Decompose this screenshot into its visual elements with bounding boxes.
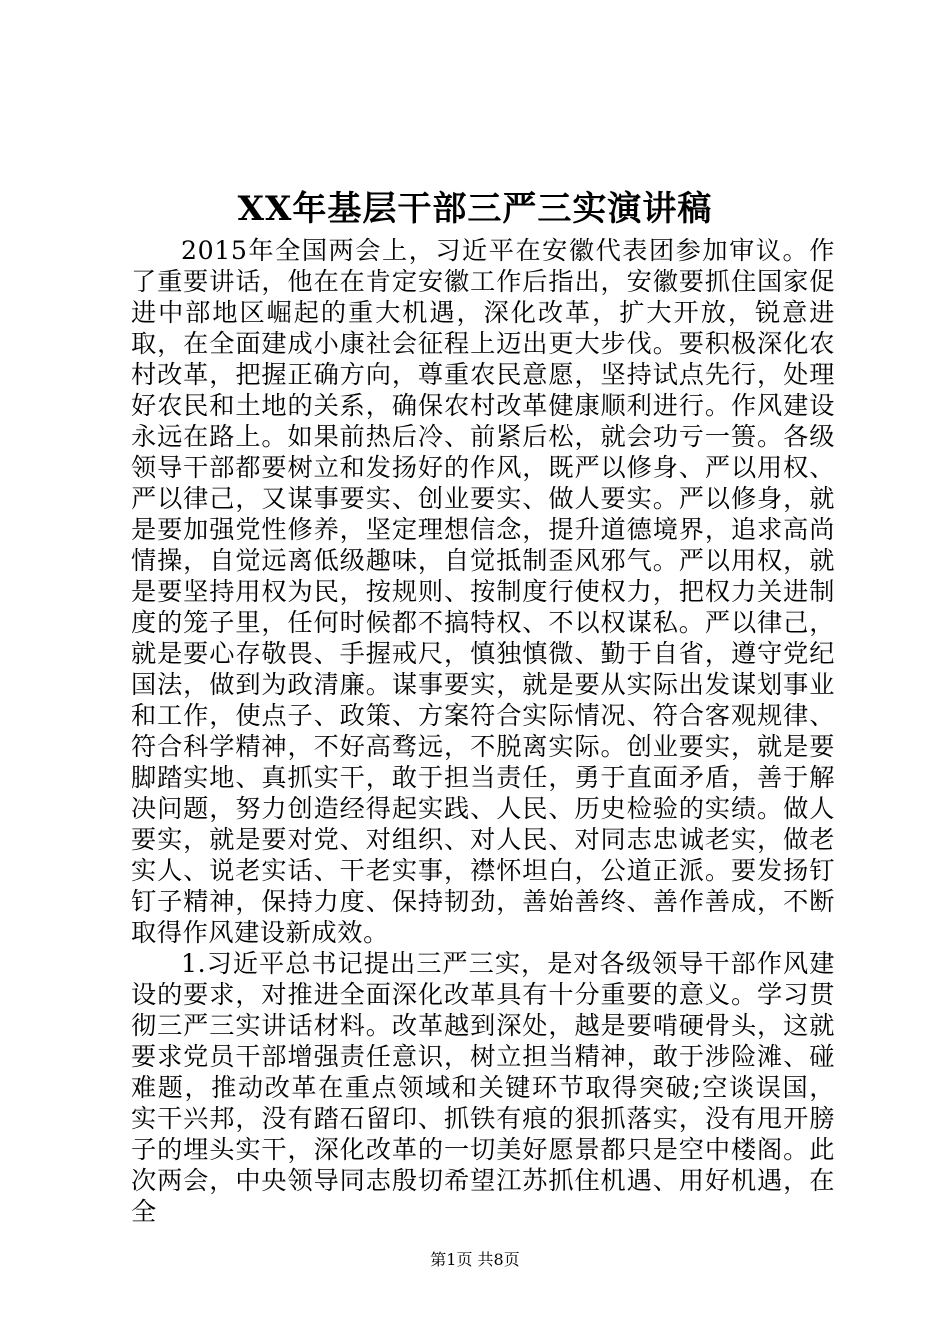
body-paragraph-1: 2015年全国两会上，习近平在安徽代表团参加审议。作了重要讲话，他在在肯定安徽工作后指出，安徽要抓住国家促进中部地区崛起的重大机遇，深化改革，扩大开放，锐意进取，在全面建成小康社会征程上迈出更大步伐。要积极深化农村改革，把握正确方向，尊重农民意愿，坚持试点先行，处理好农民和土地的关系，确保农村改革健康顺利进行。作风建设永远在路上。如果前热后冷、前紧后松，就会功亏一篑。各级领导干部都要树立和发扬好的作风，既严以修身、严以用权、严以律己，又谋事要实、创业要实、做人要实。严以修身，就是要加强党性修养，坚定理想信念，提升道德境界，追求高尚情操，自觉远离低级趣味，自觉抵制歪风邪气。严以用权，就是要坚持用权为民，按规则、按制度行使权力，把权力关进制度的笼子里，任何时候都不搞特权、不以权谋私。严以律己，就是要心存敬畏、手握戒尺，慎独慎微、勤于自省，遵守党纪国法，做到为政清廉。谋事要实，就是要从实际出发谋划事业和工作，使点子、政策、方案符合实际情况、符合客观规律、符合科学精神，不好高骛远，不脱离实际。创业要实，就是要脚踏实地、真抓实干，敢于担当责任，勇于直面矛盾，善于解决问题，努力创造经得起实践、人民、历史检验的实绩。做人要实，就是要对党、对组织、对人民、对同志忠诚老实，做老实人、说老实话、干老实事，襟怀坦白，公道正派。要发扬钉钉子精神，保持力度、保持韧劲，善始善终、善作善成，不断取得作风建设新成效。	[131, 236, 835, 947]
document-body	[131, 235, 835, 1227]
body-paragraph-2: 1.习近平总书记提出三严三实，是对各级领导干部作风建设的要求，对推进全面深化改革具有十分重要的意义。学习贯彻三严三实讲话材料。改革越到深处，越是要啃硬骨头，这就要求党员干部增强责任意识，树立担当精神，敢于涉险滩、碰难题，推动改革在重点领域和关键环节取得突破;空谈误国，实干兴邦，没有踏石留印、抓铁有痕的狠抓落实，没有甩开膀子的埋头实干，深化改革的一切美好愿景都只是空中楼阁。此次两会，中央领导同志殷切希望江苏抓住机遇、用好机遇，在全	[131, 949, 835, 1226]
page-number-footer: 第1页 共8页	[430, 1250, 520, 1269]
document-title: XX年基层干部三严三实演讲稿	[237, 189, 713, 229]
